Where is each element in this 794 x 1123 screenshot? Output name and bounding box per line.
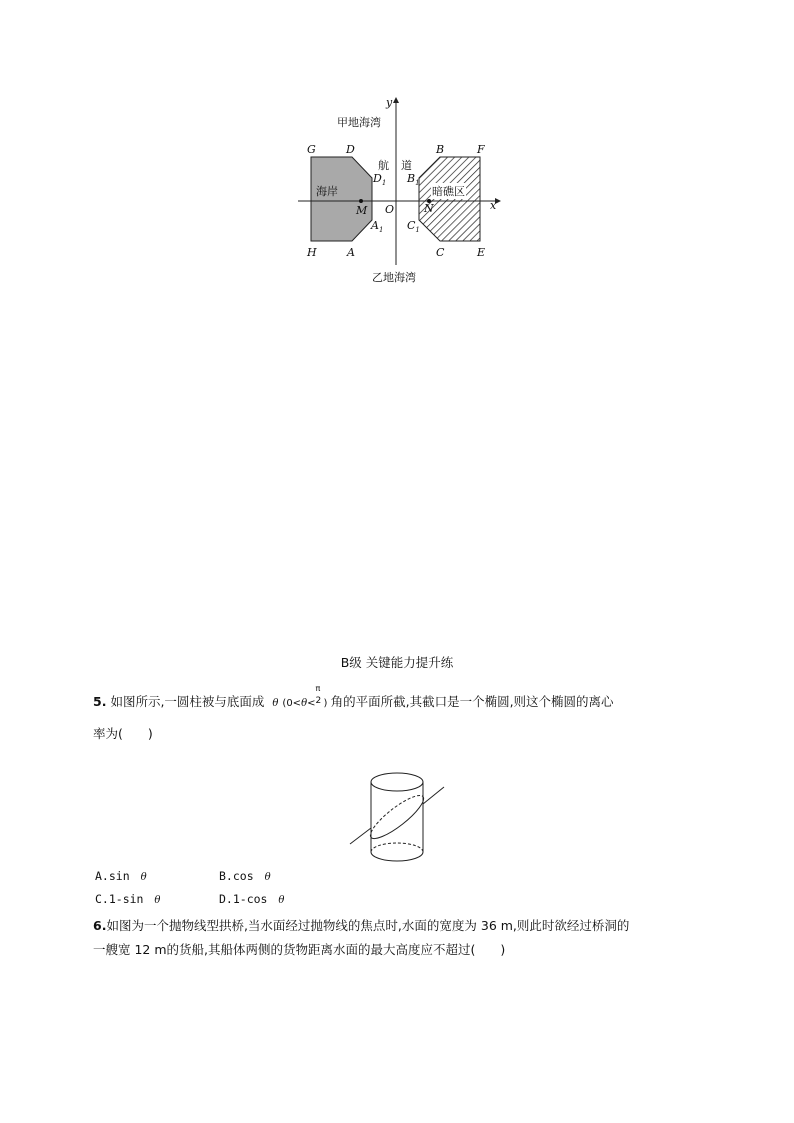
bottom-bay-label: 乙地海湾 [372,271,416,284]
point-m [359,199,363,203]
q5-option-a[interactable] [95,869,147,883]
q5-number: 5. [93,694,107,709]
q5-range-open: (0< [282,698,302,709]
q5-line-2: 率为( ) [93,726,153,741]
option-b-label: B.cos [219,869,254,883]
q5-text-a: 如图所示,一圆柱被与底面成 [110,694,265,709]
point-g-label: G [307,143,316,156]
x-axis-label: x [490,199,497,212]
cylinder-figure [345,765,450,865]
point-f-label: F [477,143,485,156]
point-e-label: E [477,246,486,259]
option-a-var: θ [140,872,147,883]
cylinder-bottom-back [371,843,423,852]
q6-line-2: 一艘宽 12 m的货船,其船体两侧的货物距离水面的最大高度应不超过( ) [93,942,506,957]
cutting-plane-line [350,828,371,844]
q6-text-1: 如图为一个抛物线型拱桥,当水面经过抛物线的焦点时,水面的宽度为 36 m,则此时欲经过桥洞的 [106,918,630,933]
option-d-var: θ [278,895,285,906]
q5-range-close: ) [323,698,328,709]
reef-region [419,157,480,241]
option-a-label: A.sin [95,869,130,883]
q5-range-lt: < [307,698,316,709]
point-b-label: B [436,143,445,156]
q5-pi: π [315,684,321,693]
top-bay-label: 甲地海湾 [337,116,381,129]
option-b-var: θ [264,872,271,883]
option-c-label: C.1-sin [95,892,144,906]
point-c-label: C [436,246,445,259]
point-a1-label: $A_1$ [371,219,384,235]
point-h-label: H [307,246,317,259]
origin-label: O [385,203,395,216]
q6-line-1 [93,916,629,934]
point-a-label: A [347,246,355,259]
point-d1-label: $D_1$ [373,172,387,188]
q5-text-b: 角的平面所截,其截口是一个椭圆,则这个椭圆的离心 [330,694,614,709]
point-m-label: M [356,204,368,217]
cutting-plane-line-right [423,787,444,804]
option-d-label: D.1-cos [219,892,268,906]
reef-label: 暗礁区 [432,185,465,198]
shore-region [311,157,372,241]
option-c-var: θ [154,895,161,906]
q5-fraction [315,684,324,706]
point-n-label: N [424,202,434,215]
cylinder-bottom-front [371,852,423,861]
y-axis-arrow [393,97,399,103]
q5-range-theta: θ [301,698,308,709]
channel-label-1: 航 [378,159,389,172]
q5-two: 2 [315,696,322,706]
point-d-label: D [346,143,355,156]
q5-theta: θ [272,698,279,709]
q6-number: 6. [93,918,107,933]
q5-range [282,684,330,709]
point-c1-label: $C_1$ [407,219,420,235]
shore-label: 海岸 [316,185,338,198]
section-title: B级 关键能力提升练 [340,655,454,670]
y-axis-label: y [386,96,393,109]
channel-label-2: 道 [401,159,412,172]
cylinder-top [371,773,423,791]
q5-option-b[interactable] [219,869,271,883]
q5-line-1 [93,684,614,710]
q5-option-d[interactable] [219,892,284,906]
q5-option-c[interactable] [95,892,160,906]
point-b1-label: $B_1$ [407,172,420,188]
